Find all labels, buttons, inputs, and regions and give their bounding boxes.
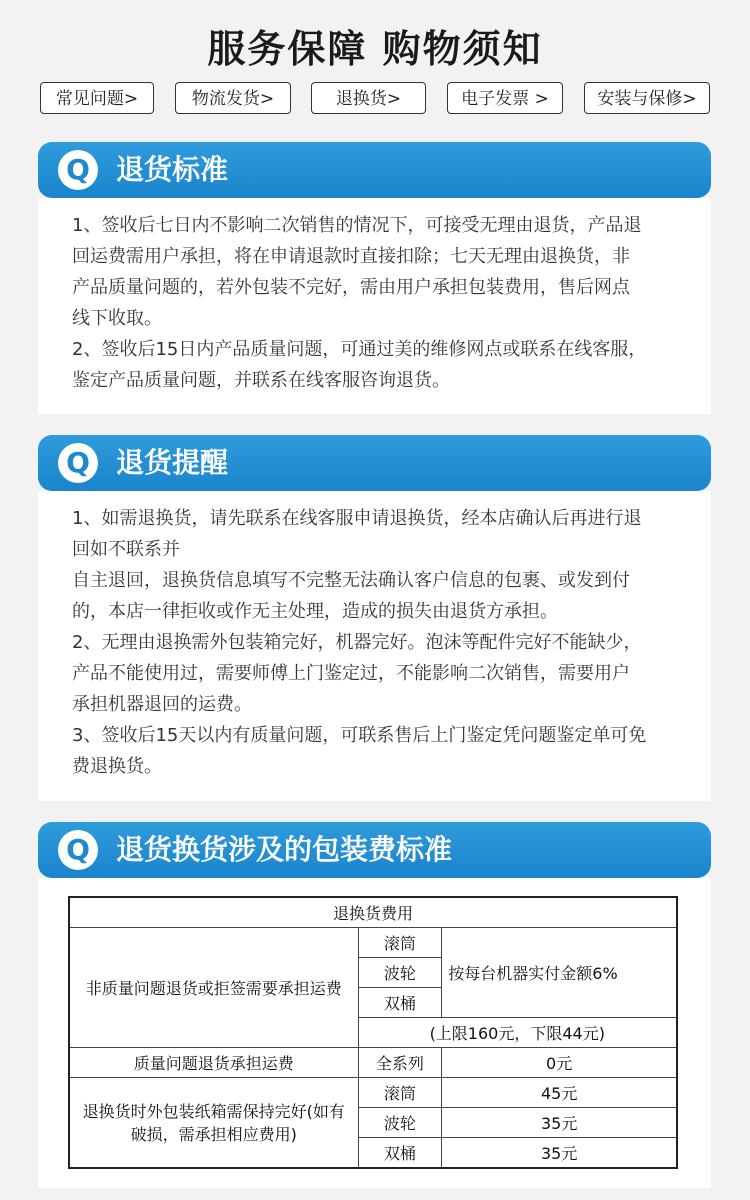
table-row <box>69 897 677 928</box>
table-cell: 波轮 <box>358 958 442 988</box>
paragraph-line: 1、如需退换货，请先联系在线客服申请退换货，经本店确认后再进行退 <box>72 508 642 529</box>
table-cell: 双桶 <box>358 988 442 1018</box>
nav-faq-button[interactable]: 常见问题> <box>40 82 154 114</box>
page-title: 服务保障 购物须知 <box>207 27 543 71</box>
fee-table <box>68 896 678 1169</box>
table-row <box>69 1048 677 1078</box>
section-return-standard <box>38 142 711 414</box>
section-header <box>38 142 711 198</box>
table-cell: 35元 <box>442 1138 677 1169</box>
nav-bar <box>0 82 750 116</box>
table-cell: 45元 <box>442 1078 677 1108</box>
paragraph-line: 承担机器退回的运费。 <box>72 694 252 715</box>
section-body <box>38 198 711 414</box>
table-cell: 波轮 <box>358 1108 442 1138</box>
q-icon: Q <box>58 830 98 870</box>
q-icon: Q <box>58 150 98 190</box>
table-row <box>69 928 677 958</box>
table-cell: 0元 <box>442 1048 677 1078</box>
section-body <box>38 878 711 1188</box>
section-title: 退货标准 <box>116 153 229 186</box>
paragraph-line: 费退换货。 <box>72 756 162 777</box>
table-cell: 质量问题退货承担运费 <box>69 1048 358 1078</box>
paragraph-line: 鉴定产品质量问题，并联系在线客服咨询退货。 <box>72 370 450 391</box>
table-cell: 35元 <box>442 1108 677 1138</box>
section-header <box>38 822 711 878</box>
table-cell: 滚筒 <box>358 1078 442 1108</box>
paragraph-line: 回运费需用户承担，将在申请退款时直接扣除；七天无理由退换货，非 <box>72 246 630 267</box>
section-header <box>38 435 711 491</box>
section-body <box>38 491 711 801</box>
table-cell: 全系列 <box>358 1048 442 1078</box>
table-row <box>69 1078 677 1108</box>
paragraph-line: 2、无理由退换需外包装箱完好，机器完好。泡沫等配件完好不能缺少， <box>72 632 642 653</box>
paragraph-line: 1、签收后七日内不影响二次销售的情况下，可接受无理由退货，产品退 <box>72 215 642 236</box>
paragraph-line: 回如不联系并 <box>72 539 180 560</box>
paragraph-line: 产品不能使用过，需要师傅上门鉴定过，不能影响二次销售，需要用户 <box>72 663 630 684</box>
table-cell: (上限160元，下限44元) <box>358 1018 677 1048</box>
section-title: 退货换货涉及的包装费标准 <box>116 833 453 866</box>
q-icon: Q <box>58 443 98 483</box>
nav-shipping-button[interactable]: 物流发货> <box>175 82 291 114</box>
section-title: 退货提醒 <box>116 446 229 479</box>
table-cell: 非质量问题退货或拒签需要承担运费 <box>69 928 358 1048</box>
table-cell: 滚筒 <box>358 928 442 958</box>
table-header-cell: 退换货费用 <box>69 897 677 928</box>
paragraph-line: 线下收取。 <box>72 308 162 329</box>
nav-warranty-button[interactable]: 安装与保修> <box>584 82 710 114</box>
paragraph-line: 自主退回，退换货信息填写不完整无法确认客户信息的包裹、或发到付 <box>72 570 630 591</box>
table-cell: 双桶 <box>358 1138 442 1169</box>
paragraph-line: 产品质量问题的，若外包装不完好，需由用户承担包装费用，售后网点 <box>72 277 630 298</box>
section-packaging-fees <box>38 822 711 1188</box>
paragraph-line: 3、签收后15天以内有质量问题，可联系售后上门鉴定凭问题鉴定单可免 <box>72 725 647 746</box>
paragraph-line: 的，本店一律拒收或作无主处理，造成的损失由退货方承担。 <box>72 601 558 622</box>
paragraph-line: 2、签收后15日内产品质量问题，可通过美的维修网点或联系在线客服， <box>72 339 647 360</box>
table-cell: 按每台机器实付金额6% <box>442 928 677 1018</box>
table-cell: 退换货时外包装纸箱需保持完好(如有破损，需承担相应费用) <box>69 1078 358 1169</box>
section-return-reminder <box>38 435 711 801</box>
nav-returns-button[interactable]: 退换货> <box>311 82 426 114</box>
nav-invoice-button[interactable]: 电子发票 > <box>447 82 563 114</box>
